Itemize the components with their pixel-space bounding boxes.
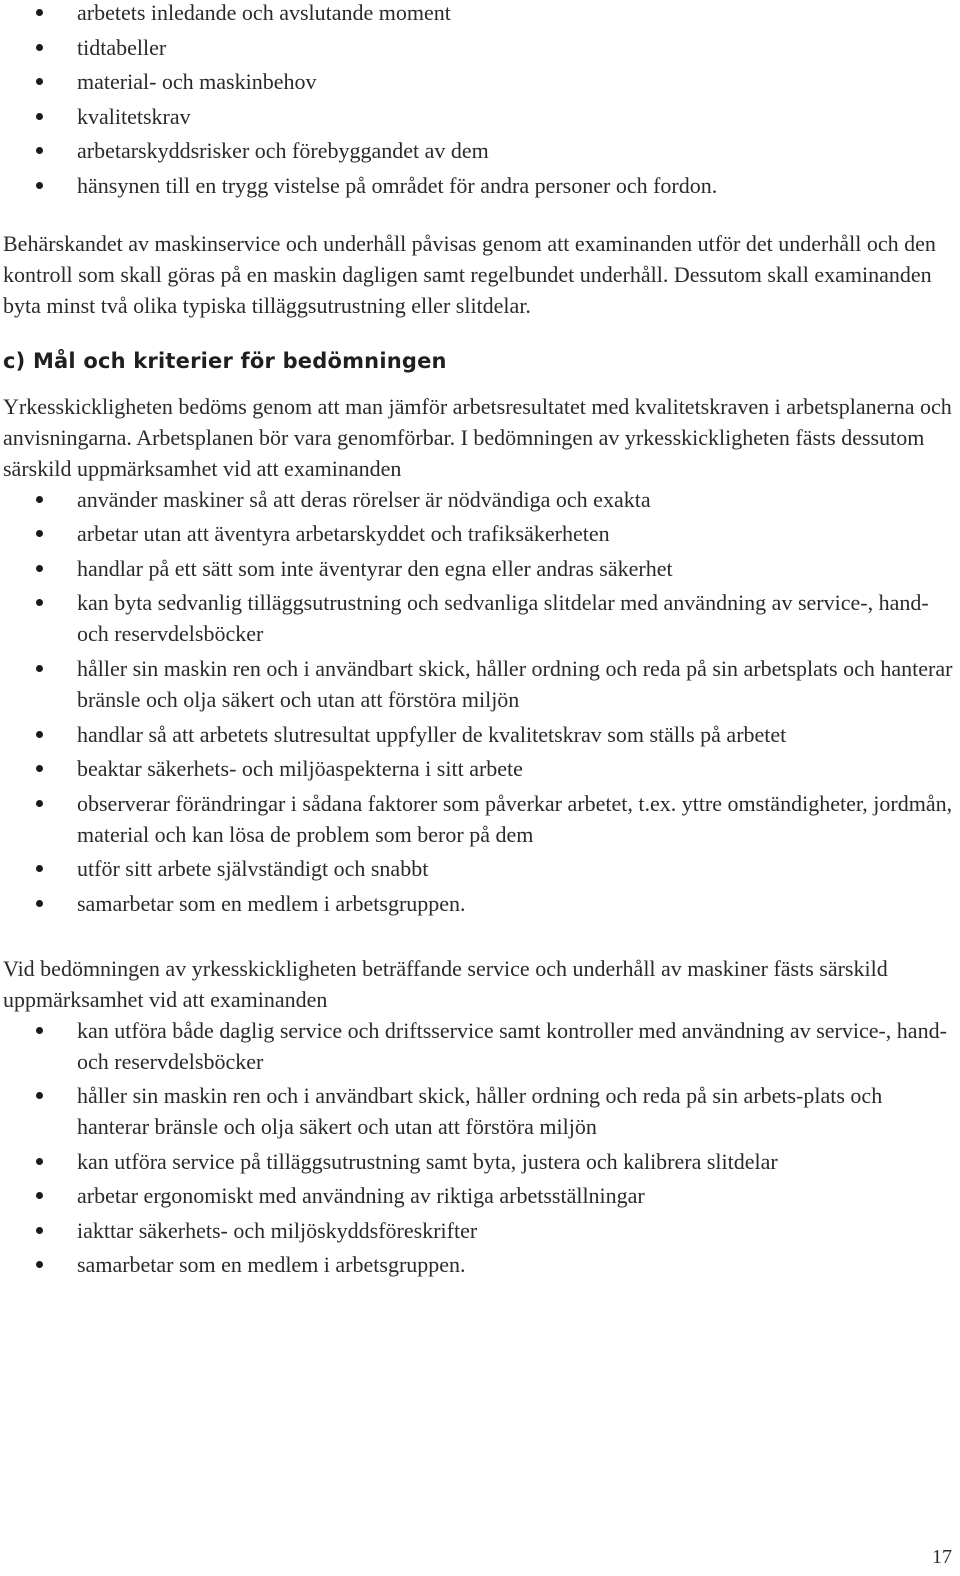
list-item: material- och maskinbehov: [3, 66, 955, 97]
list-item: handlar på ett sätt som inte äventyrar den egna eller andras säkerhet: [3, 553, 955, 584]
list-item: kan byta sedvanlig tilläggsutrustning och sedvanliga slitdelar med användning av service-, hand- och reservdelsböcker: [3, 587, 955, 649]
paragraph-service-assessment: Vid bedömningen av yrkesskickligheten beträffande service och underhåll av maskiner fästs särskild uppmärksamhet vid att examinanden: [3, 955, 888, 1012]
document-page: [3, 0, 955, 1284]
list-item: kan utföra både daglig service och driftsservice samt kontroller med användning av service-, hand- och reservdelsböcker: [3, 1015, 955, 1077]
bullet-list-planning: [3, 0, 955, 201]
list-item: arbetets inledande och avslutande moment: [3, 0, 955, 28]
list-item: iakttar säkerhets- och miljöskyddsföreskrifter: [3, 1215, 955, 1246]
list-item: observerar förändringar i sådana faktorer som påverkar arbetet, t.ex. yttre omständigheter, jordmån, material och kan lösa de problem som beror på dem: [3, 788, 955, 850]
list-item: håller sin maskin ren och i användbart skick, håller ordning och reda på sin arbetsplats och hanterar bränsle och olja säkert och utan att förstöra miljön: [3, 653, 955, 715]
bullet-list-assessment: [3, 484, 955, 919]
list-item: beaktar säkerhets- och miljöaspekterna i sitt arbete: [3, 753, 955, 784]
list-item: arbetar ergonomiskt med användning av riktiga arbetsställningar: [3, 1180, 955, 1211]
list-item: arbetarskyddsrisker och förebyggandet av dem: [3, 135, 955, 166]
paragraph-maintenance: Behärskandet av maskinservice och underhåll påvisas genom att examinanden utför det underhåll och den kontroll som skall göras på en maskin dagligen samt regelbundet underhåll. Dessutom skall examinanden byta minst två olika typiska tilläggsutrustning eller slitdelar.: [3, 230, 936, 318]
list-item: samarbetar som en medlem i arbetsgruppen.: [3, 888, 955, 919]
list-item: kan utföra service på tilläggsutrustning samt byta, justera och kalibrera slitdelar: [3, 1146, 955, 1177]
list-item: utför sitt arbete självständigt och snabbt: [3, 853, 955, 884]
list-item: håller sin maskin ren och i användbart skick, håller ordning och reda på sin arbets-plats och hanterar bränsle och olja säkert och utan att förstöra miljön: [3, 1080, 955, 1142]
list-item: samarbetar som en medlem i arbetsgruppen.: [3, 1249, 955, 1280]
bullet-list-service: [3, 1015, 955, 1281]
list-item: tidtabeller: [3, 32, 955, 63]
list-item: använder maskiner så att deras rörelser är nödvändiga och exakta: [3, 484, 955, 515]
list-item: handlar så att arbetets slutresultat uppfyller de kvalitetskrav som ställs på arbetet: [3, 719, 955, 750]
page-number: 17: [932, 1546, 952, 1568]
list-item: kvalitetskrav: [3, 101, 955, 132]
section-heading-c: c) Mål och kriterier för bedömningen: [3, 348, 447, 373]
list-item: arbetar utan att äventyra arbetarskyddet och trafiksäkerheten: [3, 518, 955, 549]
list-item: hänsynen till en trygg vistelse på området för andra personer och fordon.: [3, 170, 955, 201]
paragraph-assessment: Yrkesskickligheten bedöms genom att man jämför arbetsresultatet med kvalitetskraven i arbetsplanerna och anvisningarna. Arbetsplanen bör vara genomförbar. I bedömningen av yrkesskickligheten fästs dessutom särskild uppmärksamhet vid att examinanden: [3, 393, 952, 481]
